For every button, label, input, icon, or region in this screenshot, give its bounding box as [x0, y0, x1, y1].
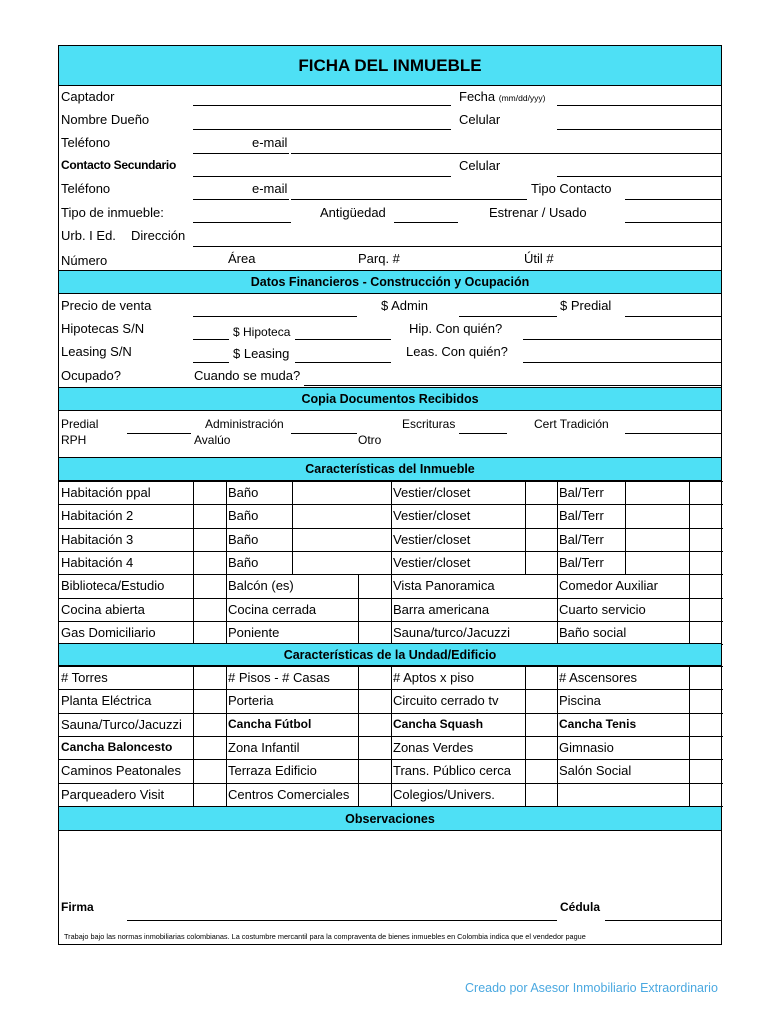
- edificio-value-cell[interactable]: [689, 713, 725, 736]
- grid-vline: [557, 666, 558, 806]
- grid-vline: [391, 666, 392, 806]
- inmueble-value-cell[interactable]: [691, 551, 725, 574]
- inmueble-value-cell[interactable]: [193, 504, 228, 527]
- inmueble-value-cell[interactable]: [292, 621, 393, 644]
- doc-predial-label: Predial: [61, 417, 99, 431]
- leasing-label: $ Leasing: [233, 346, 290, 361]
- precio-venta-label: Precio de venta: [61, 298, 152, 313]
- edificio-value-cell[interactable]: [358, 759, 393, 782]
- edificio-value-cell[interactable]: [193, 689, 228, 712]
- edificio-value-cell[interactable]: [525, 689, 559, 712]
- grid-vline: [689, 574, 690, 644]
- urb-ed-label: Urb. I Ed.: [61, 228, 116, 243]
- tipo-contacto-field[interactable]: [625, 199, 721, 200]
- doc-escrituras-label: Escrituras: [402, 417, 456, 431]
- celular-label: Celular: [459, 112, 501, 127]
- inmueble-value-cell[interactable]: [691, 598, 725, 621]
- leasing-sn-field[interactable]: [193, 362, 229, 363]
- cedula-field[interactable]: [605, 920, 721, 921]
- edificio-header: Características de la Undad/Edificio: [59, 643, 721, 666]
- inmueble-label: Vestier/closet: [393, 508, 471, 524]
- inmueble-value-cell[interactable]: [193, 551, 228, 574]
- util-label: Útil #: [524, 251, 554, 266]
- property-form: [58, 45, 722, 945]
- inmueble-label: Vestier/closet: [393, 554, 471, 570]
- hipoteca-field[interactable]: [295, 339, 391, 340]
- doc-rph-label: RPH: [61, 433, 87, 447]
- grid-vline: [525, 666, 526, 806]
- hipoteca-label: $ Hipoteca: [233, 325, 291, 339]
- inmueble-header: Características del Inmueble: [59, 457, 721, 481]
- edificio-label: Terraza Edificio: [228, 763, 317, 779]
- inmueble-label: Vista Panoramica: [393, 578, 495, 594]
- inmueble-value-cell[interactable]: [525, 528, 559, 551]
- area-label: Área: [228, 251, 256, 266]
- edificio-label: Colegios/Univers.: [393, 786, 495, 802]
- edificio-value-cell[interactable]: [689, 759, 725, 782]
- inmueble-label: Vestier/closet: [393, 485, 471, 500]
- edificio-value-cell[interactable]: [525, 759, 559, 782]
- inmueble-label: Habitación 4: [61, 554, 134, 570]
- edificio-label: Parqueadero Visit: [61, 786, 165, 802]
- edificio-value-cell[interactable]: [193, 759, 228, 782]
- admin-label: $ Admin: [381, 298, 428, 313]
- grid-vline: [525, 481, 526, 574]
- form-title: FICHA DEL INMUEBLE: [59, 46, 721, 86]
- edificio-value-cell[interactable]: [193, 736, 228, 759]
- estrenar-usado-field[interactable]: [625, 222, 721, 223]
- observaciones-header: Observaciones: [59, 806, 721, 831]
- inmueble-label: Balcón (es): [228, 578, 294, 594]
- nombre-dueno-field[interactable]: [193, 129, 451, 130]
- edificio-label: Trans. Público cerca: [393, 763, 512, 779]
- edificio-label: Salón Social: [559, 763, 632, 779]
- inmueble-value-cell[interactable]: [193, 621, 228, 644]
- creator-credit-link[interactable]: Creado por Asesor Inmobiliario Extraordinario: [465, 981, 718, 995]
- tipo-inmueble-label: Tipo de inmueble:: [61, 205, 164, 220]
- cuando-se-muda-field[interactable]: [304, 385, 721, 386]
- inmueble-label: Bal/Terr: [559, 485, 604, 500]
- inmueble-value-cell[interactable]: [193, 528, 228, 551]
- grid-vline: [226, 666, 227, 806]
- edificio-label: Cancha Tenis: [559, 716, 637, 731]
- predial-field[interactable]: [625, 316, 721, 317]
- leasing-field[interactable]: [295, 362, 391, 363]
- nombre-dueno-label: Nombre Dueño: [61, 112, 150, 127]
- parq-label: Parq. #: [358, 251, 400, 266]
- inmueble-value-cell[interactable]: [193, 598, 228, 621]
- inmueble-value-cell[interactable]: [525, 598, 559, 621]
- edificio-value-cell[interactable]: [193, 666, 228, 689]
- inmueble-value-cell[interactable]: [292, 481, 393, 504]
- inmueble-value-cell[interactable]: [691, 528, 725, 551]
- inmueble-label: Habitación 2: [61, 508, 134, 524]
- observaciones-area[interactable]: [59, 831, 721, 897]
- edificio-label: Centros Comerciales: [228, 786, 350, 802]
- edificio-value-cell[interactable]: [525, 736, 559, 759]
- grid-vline: [358, 666, 359, 806]
- doc-avaluo-label: Avalúo: [194, 433, 231, 447]
- grid-vline: [391, 574, 392, 644]
- doc-cert-tradicion-field[interactable]: [625, 433, 721, 434]
- grid-vline: [391, 481, 392, 574]
- tipo-inmueble-field[interactable]: [193, 222, 291, 223]
- captador-label: Captador: [61, 89, 115, 104]
- firma-field[interactable]: [127, 920, 557, 921]
- firma-label: Firma: [61, 900, 94, 914]
- leasing-sn-label: Leasing S/N: [61, 344, 132, 359]
- edificio-value-cell[interactable]: [525, 783, 559, 806]
- edificio-label: # Pisos - # Casas: [228, 670, 330, 685]
- captador-field[interactable]: [193, 105, 451, 106]
- edificio-value-cell[interactable]: [525, 713, 559, 736]
- grid-vline: [625, 481, 626, 574]
- grid-vline: [557, 481, 558, 574]
- edificio-label: # Aptos x piso: [393, 670, 474, 685]
- fecha-field[interactable]: [557, 105, 721, 106]
- predial-label: $ Predial: [560, 298, 612, 313]
- inmueble-value-cell[interactable]: [292, 528, 393, 551]
- documents-header: Copia Documentos Recibidos: [59, 387, 721, 411]
- contacto-secundario-label: Contacto Secundario: [61, 158, 176, 172]
- edificio-label: Cancha Squash: [393, 716, 484, 731]
- hipotecas-field[interactable]: [193, 339, 229, 340]
- inmueble-label: Vestier/closet: [393, 531, 471, 547]
- inmueble-value-cell[interactable]: [525, 504, 559, 527]
- inmueble-label: Bal/Terr: [559, 531, 604, 547]
- inmueble-value-cell[interactable]: [193, 574, 228, 597]
- edificio-value-cell[interactable]: [689, 736, 725, 759]
- estrenar-usado-label: Estrenar / Usado: [489, 205, 587, 220]
- edificio-value-cell[interactable]: [358, 689, 393, 712]
- fecha-label: Fecha (mm/dd/yyy): [459, 89, 546, 104]
- doc-administracion-field[interactable]: [291, 433, 357, 434]
- inmueble-label: Baño: [228, 531, 259, 547]
- inmueble-label: Baño: [228, 554, 259, 570]
- edificio-label: Piscina: [559, 693, 601, 709]
- telefono2-field[interactable]: [193, 199, 289, 200]
- contacto-secundario-field[interactable]: [193, 176, 451, 177]
- inmueble-value-cell[interactable]: [691, 481, 725, 504]
- edificio-value-cell[interactable]: [358, 713, 393, 736]
- direccion-field[interactable]: [193, 246, 721, 247]
- tipo-contacto-label: Tipo Contacto: [531, 181, 612, 196]
- telefono2-label: Teléfono: [61, 181, 111, 196]
- edificio-label: [557, 783, 693, 806]
- email-label: e-mail: [252, 135, 288, 150]
- edificio-grid: [59, 666, 723, 806]
- grid-vline: [292, 481, 293, 574]
- inmueble-value-cell[interactable]: [292, 504, 393, 527]
- edificio-label: Caminos Peatonales: [61, 763, 181, 779]
- inmueble-label: Baño: [228, 485, 259, 500]
- edificio-label: Sauna/Turco/Jacuzzi: [61, 716, 182, 732]
- edificio-label: Circuito cerrado tv: [393, 693, 499, 709]
- inmueble-label: Cocina abierta: [61, 601, 145, 617]
- inmueble-value-cell[interactable]: [525, 574, 559, 597]
- inmueble-label: Cocina cerrada: [228, 601, 317, 617]
- edificio-value-cell[interactable]: [358, 736, 393, 759]
- inmueble-value-cell[interactable]: [691, 574, 725, 597]
- inmueble-label: Habitación 3: [61, 531, 134, 547]
- inmueble-value-cell[interactable]: [292, 551, 393, 574]
- grid-vline: [689, 481, 690, 574]
- edificio-value-cell[interactable]: [525, 666, 559, 689]
- inmueble-value-cell[interactable]: [525, 551, 559, 574]
- inmueble-label: Sauna/turco/Jacuzzi: [393, 624, 511, 640]
- inmueble-label: Comedor Auxiliar: [559, 578, 658, 594]
- edificio-value-cell[interactable]: [689, 689, 725, 712]
- financial-header: Datos Financieros - Construcción y Ocupación: [59, 270, 721, 294]
- admin-field[interactable]: [459, 316, 557, 317]
- numero-label: Número: [61, 253, 108, 268]
- inmueble-label: Biblioteca/Estudio: [61, 578, 165, 594]
- edificio-label: Cancha Fútbol: [228, 716, 312, 731]
- grid-vline: [226, 574, 227, 644]
- doc-cert-tradicion-label: Cert Tradición: [534, 417, 609, 431]
- edificio-value-cell[interactable]: [358, 783, 393, 806]
- edificio-label: Zonas Verdes: [393, 739, 474, 755]
- edificio-label: # Torres: [61, 670, 108, 685]
- inmueble-value-cell[interactable]: [193, 481, 228, 504]
- inmueble-label: Baño: [228, 508, 259, 524]
- inmueble-label: Bal/Terr: [559, 554, 604, 570]
- inmueble-value-cell[interactable]: [292, 598, 393, 621]
- inmueble-value-cell[interactable]: [691, 621, 725, 644]
- hip-con-quien-label: Hip. Con quién?: [409, 321, 503, 336]
- precio-venta-field[interactable]: [193, 316, 357, 317]
- inmueble-value-cell[interactable]: [525, 621, 559, 644]
- edificio-label: Porteria: [228, 693, 274, 709]
- inmueble-value-cell[interactable]: [691, 504, 725, 527]
- grid-vline: [193, 481, 194, 574]
- edificio-label: Planta Eléctrica: [61, 693, 152, 709]
- email2-label: e-mail: [252, 181, 288, 196]
- edificio-label: Zona Infantil: [228, 739, 300, 755]
- telefono-label: Teléfono: [61, 135, 111, 150]
- inmueble-label: Baño social: [559, 624, 627, 640]
- leas-con-quien-label: Leas. Con quién?: [406, 344, 508, 359]
- doc-predial-field[interactable]: [127, 433, 191, 434]
- edificio-value-cell[interactable]: [193, 713, 228, 736]
- doc-escrituras-field[interactable]: [459, 433, 507, 434]
- hipotecas-label: Hipotecas S/N: [61, 321, 145, 336]
- leas-con-quien-field[interactable]: [523, 362, 721, 363]
- edificio-label: # Ascensores: [559, 670, 638, 685]
- email2-field[interactable]: [291, 199, 527, 200]
- edificio-value-cell[interactable]: [358, 666, 393, 689]
- edificio-label: Gimnasio: [559, 739, 614, 755]
- grid-vline: [358, 574, 359, 644]
- inmueble-grid: [59, 481, 723, 644]
- edificio-label: Cancha Baloncesto: [61, 739, 173, 754]
- inmueble-value-cell[interactable]: [525, 481, 559, 504]
- grid-vline: [193, 574, 194, 644]
- grid-vline: [193, 666, 194, 806]
- telefono-field[interactable]: [193, 153, 289, 154]
- inmueble-label: Gas Domiciliario: [61, 624, 156, 640]
- grid-vline: [557, 574, 558, 644]
- hip-con-quien-field[interactable]: [523, 339, 721, 340]
- antiguedad-field[interactable]: [394, 222, 458, 223]
- antiguedad-label: Antigüedad: [320, 205, 386, 220]
- inmueble-value-cell[interactable]: [292, 574, 393, 597]
- email-field[interactable]: [291, 153, 721, 154]
- edificio-value-cell[interactable]: [689, 666, 725, 689]
- ocupado-label: Ocupado?: [61, 368, 121, 383]
- inmueble-label: Bal/Terr: [559, 508, 604, 524]
- celular2-label: Celular: [459, 158, 501, 173]
- direccion-label: Dirección: [131, 228, 186, 243]
- cuando-se-muda-label: Cuando se muda?: [194, 368, 301, 383]
- inmueble-label: Poniente: [228, 624, 280, 640]
- doc-administracion-label: Administración: [205, 417, 284, 431]
- inmueble-label: Cuarto servicio: [559, 601, 646, 617]
- edificio-value-cell[interactable]: [193, 783, 228, 806]
- celular2-field[interactable]: [557, 176, 721, 177]
- edificio-value-cell[interactable]: [689, 783, 725, 806]
- disclaimer-text: Trabajo bajo las normas inmobiliarias colombianas. La costumbre mercantil para la compraventa de bienes inmuebles en Colombia indica que el vendedor pague: [64, 932, 586, 941]
- inmueble-label: Habitación ppal: [61, 485, 151, 500]
- inmueble-label: Barra americana: [393, 601, 490, 617]
- grid-vline: [689, 666, 690, 806]
- celular-field[interactable]: [557, 129, 721, 130]
- cedula-label: Cédula: [560, 900, 601, 914]
- grid-vline: [226, 481, 227, 574]
- doc-otro-label: Otro: [358, 433, 382, 447]
